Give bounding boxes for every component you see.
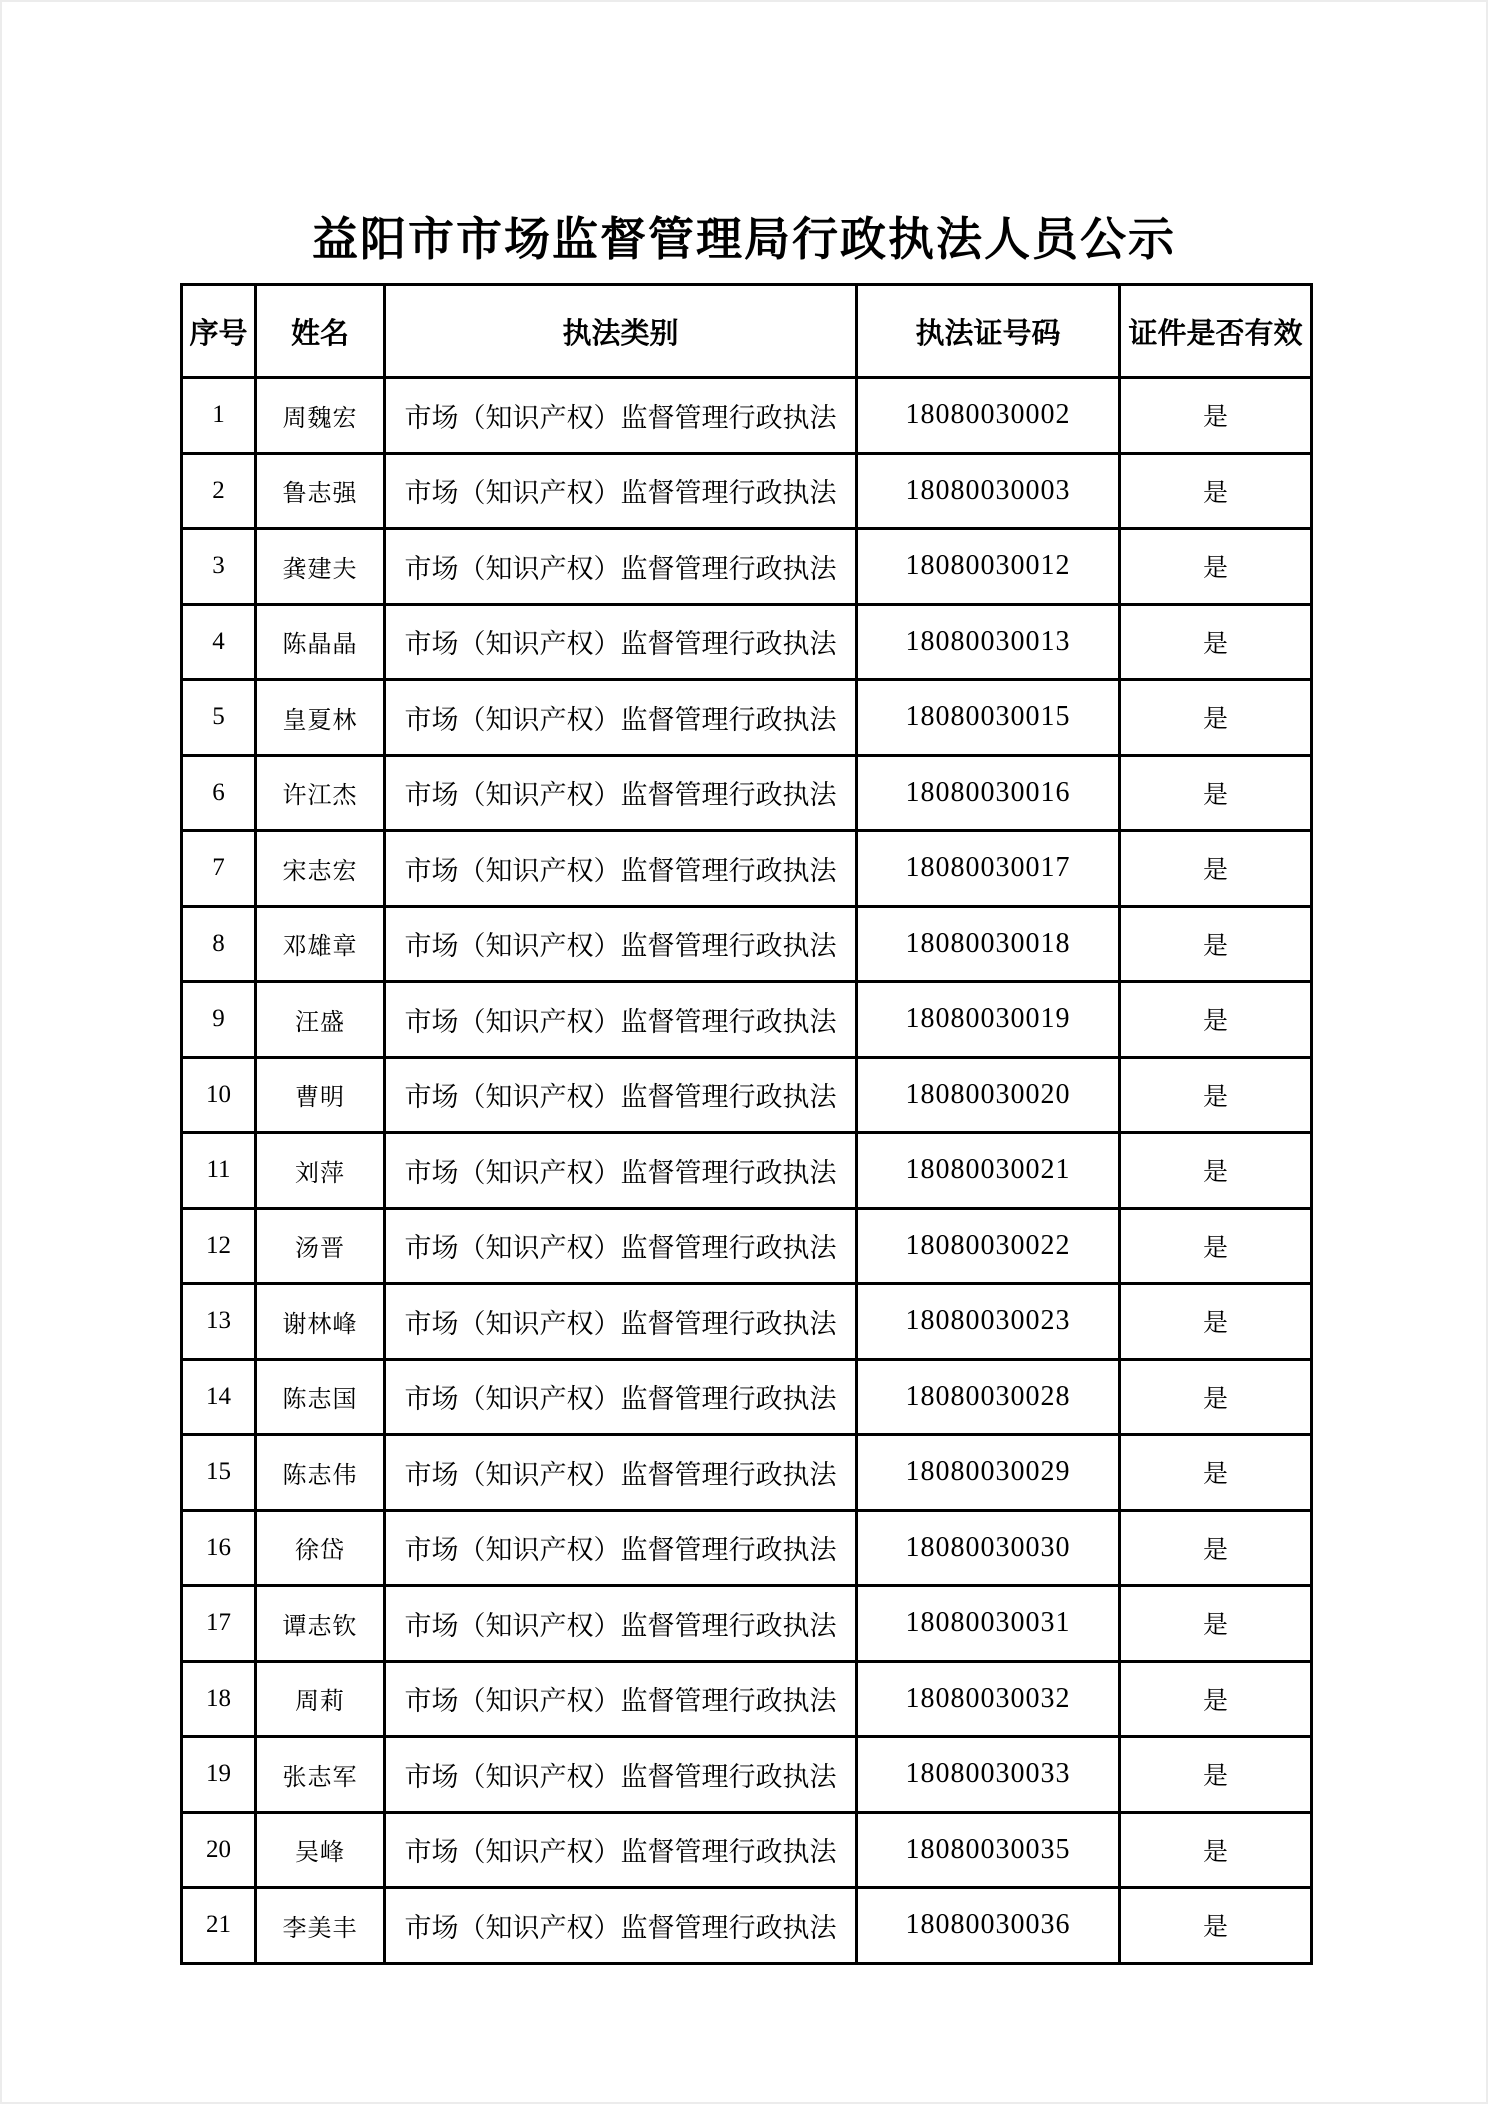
cell-enforcement-type: 市场（知识产权）监督管理行政执法 <box>385 755 857 831</box>
cell-name: 陈志国 <box>256 1359 385 1435</box>
cell-name: 陈晶晶 <box>256 604 385 680</box>
cell-name: 汪盛 <box>256 982 385 1058</box>
cell-name: 陈志伟 <box>256 1435 385 1511</box>
table-body <box>182 378 1312 1964</box>
cell-certificate-no: 18080030013 <box>857 604 1120 680</box>
cell-certificate-no: 18080030003 <box>857 453 1120 529</box>
cell-enforcement-type: 市场（知识产权）监督管理行政执法 <box>385 453 857 529</box>
cell-enforcement-type: 市场（知识产权）监督管理行政执法 <box>385 1737 857 1813</box>
header-row <box>182 285 1312 378</box>
cell-validity: 是 <box>1120 1661 1312 1737</box>
cell-enforcement-type: 市场（知识产权）监督管理行政执法 <box>385 831 857 907</box>
table-row <box>182 1057 1312 1133</box>
cell-validity: 是 <box>1120 604 1312 680</box>
cell-enforcement-type: 市场（知识产权）监督管理行政执法 <box>385 604 857 680</box>
cell-validity: 是 <box>1120 831 1312 907</box>
cell-certificate-no: 18080030023 <box>857 1284 1120 1360</box>
table-row <box>182 1586 1312 1662</box>
cell-validity: 是 <box>1120 378 1312 454</box>
table-row <box>182 1208 1312 1284</box>
table-row <box>182 1359 1312 1435</box>
cell-name: 谢林峰 <box>256 1284 385 1360</box>
table-header <box>182 285 1312 378</box>
table-row <box>182 1284 1312 1360</box>
table-row <box>182 1435 1312 1511</box>
cell-enforcement-type: 市场（知识产权）监督管理行政执法 <box>385 1888 857 1964</box>
cell-certificate-no: 18080030018 <box>857 906 1120 982</box>
cell-name: 刘萍 <box>256 1133 385 1209</box>
cell-name: 徐岱 <box>256 1510 385 1586</box>
cell-serial-number: 14 <box>182 1359 256 1435</box>
cell-serial-number: 6 <box>182 755 256 831</box>
cell-name: 鲁志强 <box>256 453 385 529</box>
cell-name: 张志军 <box>256 1737 385 1813</box>
cell-validity: 是 <box>1120 1510 1312 1586</box>
cell-enforcement-type: 市场（知识产权）监督管理行政执法 <box>385 1057 857 1133</box>
cell-certificate-no: 18080030021 <box>857 1133 1120 1209</box>
cell-serial-number: 2 <box>182 453 256 529</box>
table-row <box>182 755 1312 831</box>
header-enforcement-type: 执法类别 <box>385 285 857 378</box>
cell-validity: 是 <box>1120 529 1312 605</box>
cell-serial-number: 5 <box>182 680 256 756</box>
cell-name: 谭志钦 <box>256 1586 385 1662</box>
cell-enforcement-type: 市场（知识产权）监督管理行政执法 <box>385 1661 857 1737</box>
cell-certificate-no: 18080030030 <box>857 1510 1120 1586</box>
cell-validity: 是 <box>1120 1888 1312 1964</box>
header-name: 姓名 <box>256 285 385 378</box>
cell-validity: 是 <box>1120 680 1312 756</box>
cell-validity: 是 <box>1120 1208 1312 1284</box>
cell-serial-number: 19 <box>182 1737 256 1813</box>
cell-certificate-no: 18080030019 <box>857 982 1120 1058</box>
table-row <box>182 831 1312 907</box>
cell-name: 曹明 <box>256 1057 385 1133</box>
cell-validity: 是 <box>1120 1586 1312 1662</box>
cell-name: 汤晋 <box>256 1208 385 1284</box>
cell-name: 邓雄章 <box>256 906 385 982</box>
cell-enforcement-type: 市场（知识产权）监督管理行政执法 <box>385 1510 857 1586</box>
cell-name: 周莉 <box>256 1661 385 1737</box>
cell-validity: 是 <box>1120 906 1312 982</box>
cell-validity: 是 <box>1120 755 1312 831</box>
table-row <box>182 1737 1312 1813</box>
table-row <box>182 680 1312 756</box>
cell-enforcement-type: 市场（知识产权）监督管理行政执法 <box>385 378 857 454</box>
table-row <box>182 1133 1312 1209</box>
cell-name: 周魏宏 <box>256 378 385 454</box>
cell-certificate-no: 18080030012 <box>857 529 1120 605</box>
table-row <box>182 529 1312 605</box>
cell-serial-number: 11 <box>182 1133 256 1209</box>
table-row <box>182 1510 1312 1586</box>
cell-name: 李美丰 <box>256 1888 385 1964</box>
cell-enforcement-type: 市场（知识产权）监督管理行政执法 <box>385 529 857 605</box>
table-row <box>182 1888 1312 1964</box>
cell-serial-number: 15 <box>182 1435 256 1511</box>
cell-serial-number: 8 <box>182 906 256 982</box>
table-row <box>182 1812 1312 1888</box>
cell-certificate-no: 18080030036 <box>857 1888 1120 1964</box>
cell-serial-number: 16 <box>182 1510 256 1586</box>
cell-validity: 是 <box>1120 1284 1312 1360</box>
table-row <box>182 453 1312 529</box>
cell-certificate-no: 18080030029 <box>857 1435 1120 1511</box>
cell-certificate-no: 18080030028 <box>857 1359 1120 1435</box>
cell-serial-number: 7 <box>182 831 256 907</box>
cell-serial-number: 13 <box>182 1284 256 1360</box>
table-row <box>182 1661 1312 1737</box>
table-row <box>182 604 1312 680</box>
cell-certificate-no: 18080030032 <box>857 1661 1120 1737</box>
cell-enforcement-type: 市场（知识产权）监督管理行政执法 <box>385 680 857 756</box>
cell-serial-number: 20 <box>182 1812 256 1888</box>
cell-enforcement-type: 市场（知识产权）监督管理行政执法 <box>385 1133 857 1209</box>
cell-serial-number: 9 <box>182 982 256 1058</box>
cell-certificate-no: 18080030022 <box>857 1208 1120 1284</box>
cell-certificate-no: 18080030031 <box>857 1586 1120 1662</box>
cell-serial-number: 10 <box>182 1057 256 1133</box>
cell-certificate-no: 18080030002 <box>857 378 1120 454</box>
table-row <box>182 906 1312 982</box>
cell-serial-number: 3 <box>182 529 256 605</box>
cell-certificate-no: 18080030020 <box>857 1057 1120 1133</box>
cell-name: 许江杰 <box>256 755 385 831</box>
personnel-table <box>180 283 1313 1965</box>
cell-validity: 是 <box>1120 1812 1312 1888</box>
cell-serial-number: 12 <box>182 1208 256 1284</box>
page-title: 益阳市市场监督管理局行政执法人员公示 <box>312 213 1176 265</box>
cell-enforcement-type: 市场（知识产权）监督管理行政执法 <box>385 1812 857 1888</box>
header-serial-number: 序号 <box>182 285 256 378</box>
cell-serial-number: 18 <box>182 1661 256 1737</box>
cell-enforcement-type: 市场（知识产权）监督管理行政执法 <box>385 1359 857 1435</box>
cell-serial-number: 17 <box>182 1586 256 1662</box>
cell-validity: 是 <box>1120 982 1312 1058</box>
cell-certificate-no: 18080030015 <box>857 680 1120 756</box>
cell-certificate-no: 18080030033 <box>857 1737 1120 1813</box>
cell-enforcement-type: 市场（知识产权）监督管理行政执法 <box>385 1435 857 1511</box>
header-certificate-no: 执法证号码 <box>857 285 1120 378</box>
cell-validity: 是 <box>1120 1057 1312 1133</box>
cell-enforcement-type: 市场（知识产权）监督管理行政执法 <box>385 906 857 982</box>
cell-name: 龚建夫 <box>256 529 385 605</box>
cell-validity: 是 <box>1120 1133 1312 1209</box>
cell-certificate-no: 18080030016 <box>857 755 1120 831</box>
cell-certificate-no: 18080030035 <box>857 1812 1120 1888</box>
cell-enforcement-type: 市场（知识产权）监督管理行政执法 <box>385 982 857 1058</box>
cell-serial-number: 4 <box>182 604 256 680</box>
table-row <box>182 378 1312 454</box>
cell-serial-number: 21 <box>182 1888 256 1964</box>
cell-certificate-no: 18080030017 <box>857 831 1120 907</box>
cell-name: 宋志宏 <box>256 831 385 907</box>
cell-validity: 是 <box>1120 1737 1312 1813</box>
cell-enforcement-type: 市场（知识产权）监督管理行政执法 <box>385 1586 857 1662</box>
cell-name: 吴峰 <box>256 1812 385 1888</box>
cell-validity: 是 <box>1120 1359 1312 1435</box>
cell-serial-number: 1 <box>182 378 256 454</box>
cell-validity: 是 <box>1120 453 1312 529</box>
cell-enforcement-type: 市场（知识产权）监督管理行政执法 <box>385 1284 857 1360</box>
table-row <box>182 982 1312 1058</box>
cell-validity: 是 <box>1120 1435 1312 1511</box>
cell-enforcement-type: 市场（知识产权）监督管理行政执法 <box>385 1208 857 1284</box>
cell-name: 皇夏林 <box>256 680 385 756</box>
header-validity: 证件是否有效 <box>1120 285 1312 378</box>
